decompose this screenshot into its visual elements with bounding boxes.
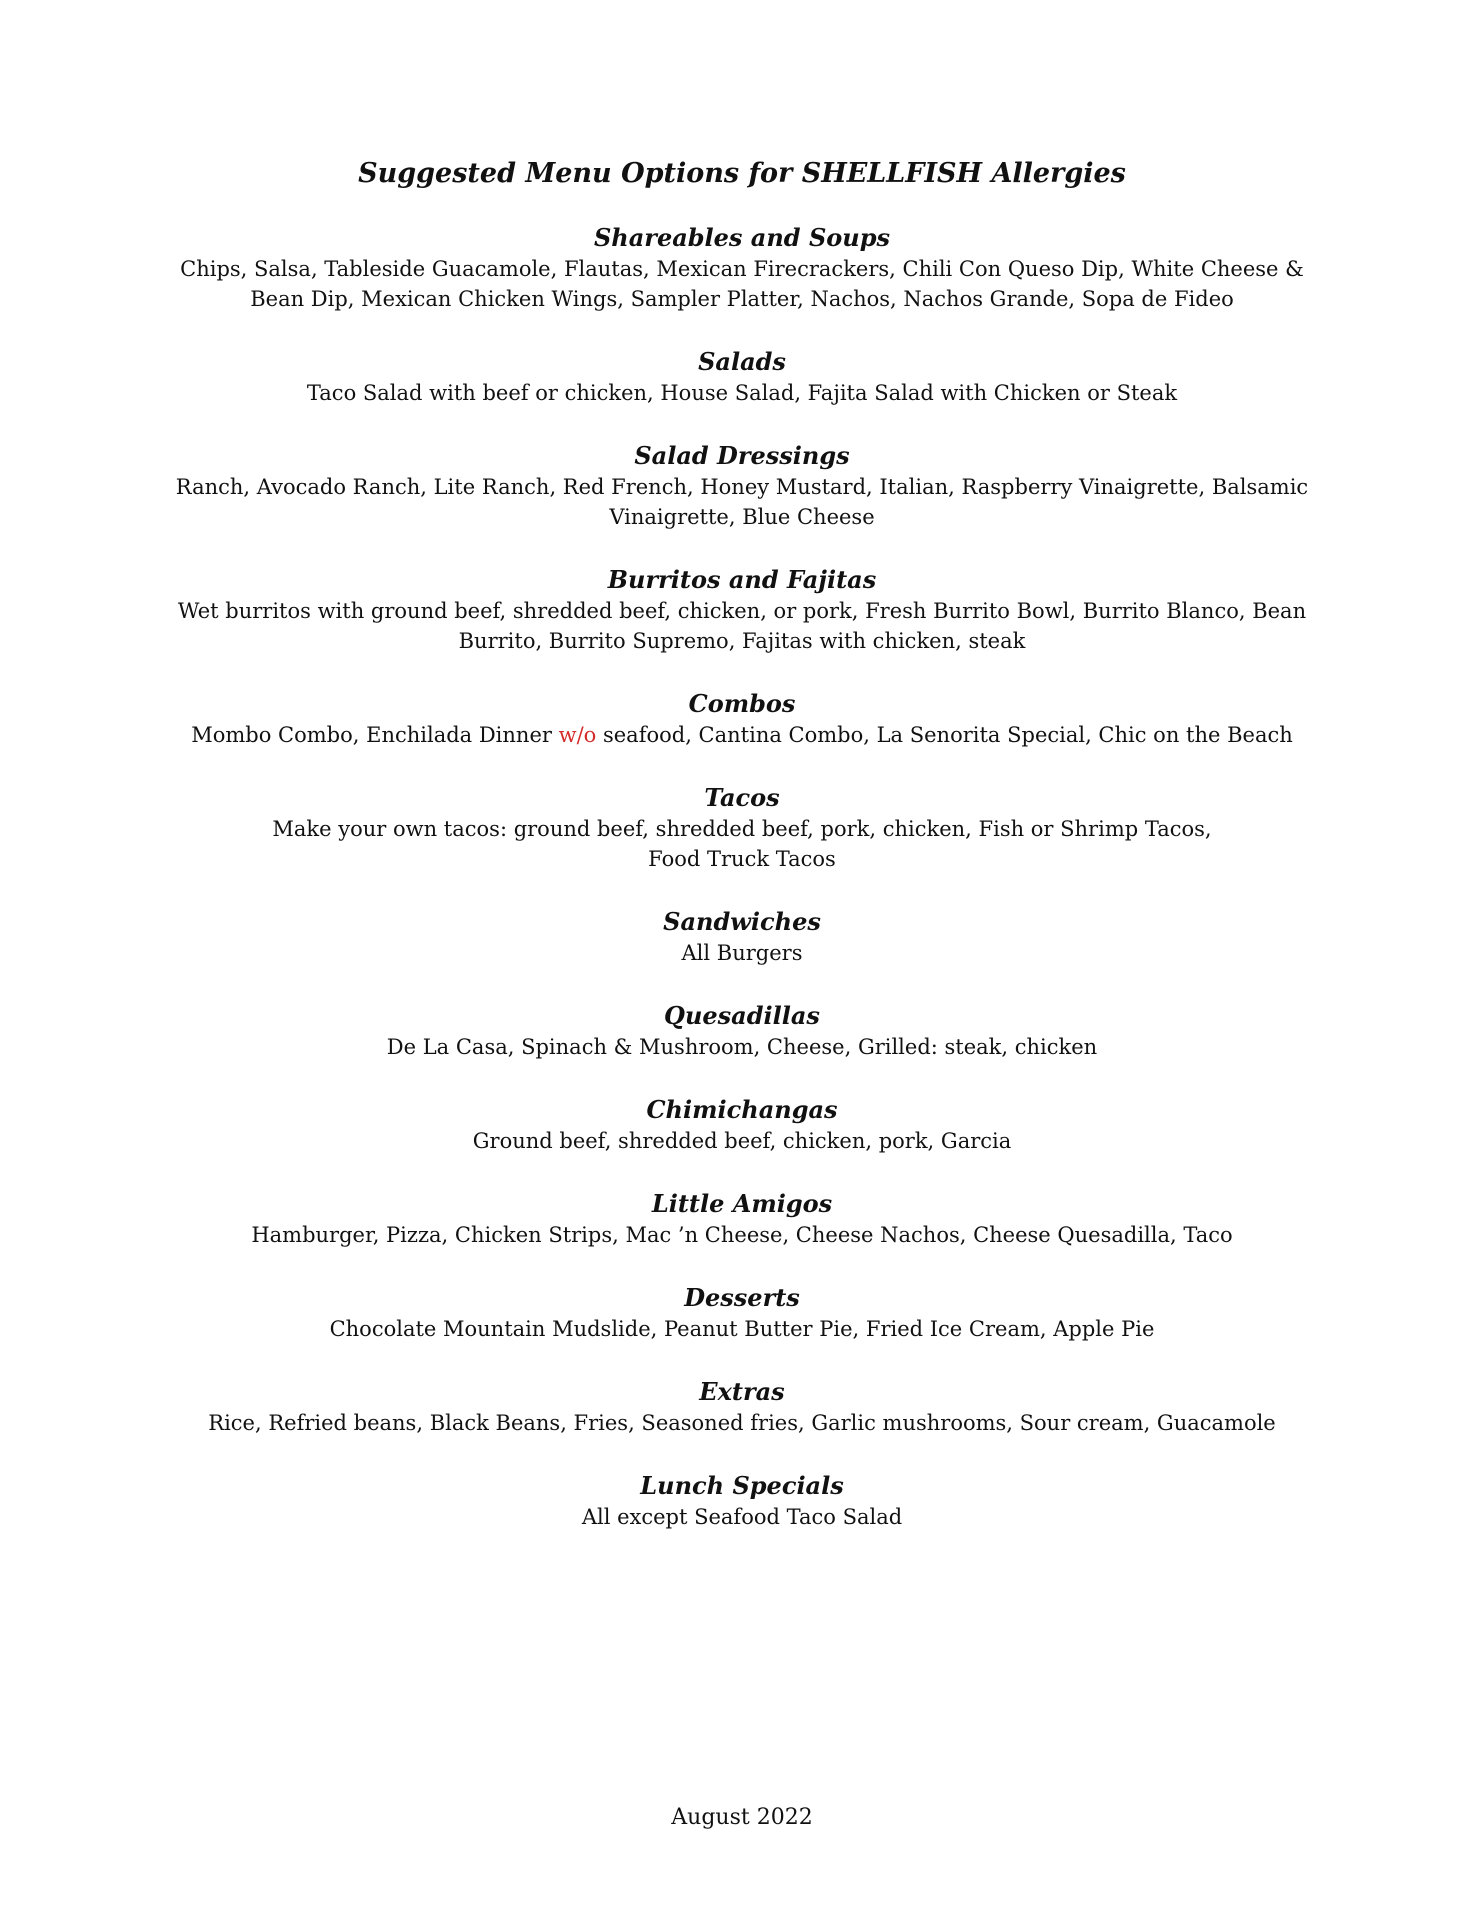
- page-title: Suggested Menu Options for SHELLFISH Allergies: [358, 158, 1126, 189]
- section-sandwiches: [160, 906, 1324, 968]
- tacos-line-2: Food Truck Tacos: [648, 847, 836, 871]
- tacos-line-1: Make your own tacos: ground beef, shredded beef, pork, chicken, Fish or Shrimp Tacos,: [272, 817, 1212, 841]
- section-items: Ground beef, shredded beef, chicken, pork, Garcia: [472, 1129, 1012, 1153]
- section-heading: Quesadillas: [664, 1001, 820, 1030]
- section-heading: Salad Dressings: [634, 441, 850, 470]
- combos-text-before: Mombo Combo, Enchilada Dinner: [191, 723, 559, 747]
- section-heading: Burritos and Fajitas: [607, 565, 877, 594]
- section-little-amigos: [160, 1188, 1324, 1250]
- section-tacos: [160, 782, 1324, 874]
- section-heading: Little Amigos: [651, 1189, 833, 1218]
- section-salad-dressings: [160, 440, 1324, 532]
- section-heading: Extras: [699, 1377, 785, 1406]
- section-heading: Shareables and Soups: [593, 223, 891, 252]
- section-heading: Salads: [698, 347, 786, 376]
- section-heading: Combos: [688, 689, 796, 718]
- section-salads: [160, 346, 1324, 408]
- section-burritos-fajitas: [160, 564, 1324, 656]
- section-items: Wet burritos with ground beef, shredded beef, chicken, or pork, Fresh Burrito Bowl, Burrito Blanco, Bean Burrito, Burrito Supremo, Fajitas with chicken, steak: [177, 599, 1307, 653]
- section-items: [160, 720, 1324, 750]
- section-items: Rice, Refried beans, Black Beans, Fries, Seasoned fries, Garlic mushrooms, Sour cream, Guacamole: [208, 1411, 1276, 1435]
- section-heading: Lunch Specials: [640, 1471, 844, 1500]
- section-desserts: [160, 1282, 1324, 1344]
- section-heading: Tacos: [704, 783, 780, 812]
- section-heading: Desserts: [684, 1283, 800, 1312]
- section-items: All Burgers: [681, 941, 803, 965]
- combos-highlight-wo: w/o: [558, 723, 597, 747]
- section-items: Hamburger, Pizza, Chicken Strips, Mac ’n Cheese, Cheese Nachos, Cheese Quesadilla, Taco: [251, 1223, 1233, 1247]
- section-heading: Chimichangas: [646, 1095, 838, 1124]
- footer-date: August 2022: [671, 1805, 813, 1830]
- section-items: Chocolate Mountain Mudslide, Peanut Butter Pie, Fried Ice Cream, Apple Pie: [329, 1317, 1155, 1341]
- section-chimichangas: [160, 1094, 1324, 1156]
- section-items: Chips, Salsa, Tableside Guacamole, Flautas, Mexican Firecrackers, Chili Con Queso Dip, White Cheese & Bean Dip, Mexican Chicken Wings, Sampler Platter, Nachos, Nachos Grande, Sopa de Fideo: [180, 257, 1304, 311]
- section-lunch-specials: [160, 1470, 1324, 1532]
- section-items: [160, 814, 1324, 874]
- section-items: De La Casa, Spinach & Mushroom, Cheese, Grilled: steak, chicken: [386, 1035, 1098, 1059]
- section-extras: [160, 1376, 1324, 1438]
- section-heading: Sandwiches: [663, 907, 821, 936]
- menu-sections: [160, 222, 1324, 1564]
- section-shareables: [160, 222, 1324, 314]
- combos-text-after: seafood, Cantina Combo, La Senorita Special, Chic on the Beach: [596, 723, 1293, 747]
- section-quesadillas: [160, 1000, 1324, 1062]
- section-items: Taco Salad with beef or chicken, House Salad, Fajita Salad with Chicken or Steak: [306, 381, 1178, 405]
- section-items: All except Seafood Taco Salad: [581, 1505, 903, 1529]
- section-combos: [160, 688, 1324, 750]
- section-items: Ranch, Avocado Ranch, Lite Ranch, Red French, Honey Mustard, Italian, Raspberry Vinaigrette, Balsamic Vinaigrette, Blue Cheese: [175, 475, 1309, 529]
